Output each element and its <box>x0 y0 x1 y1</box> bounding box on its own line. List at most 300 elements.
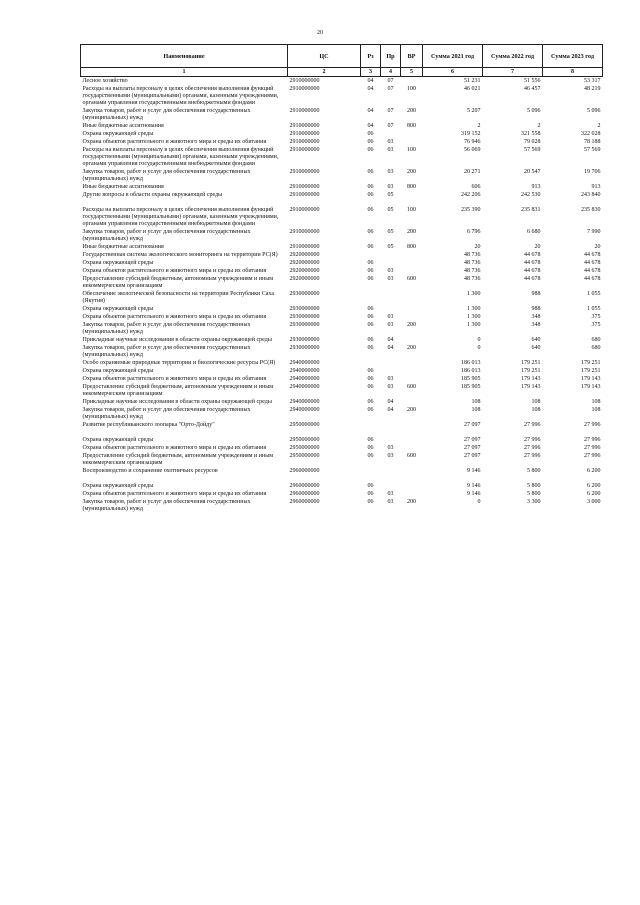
row-sum-2023: 6 200 <box>587 491 601 497</box>
row-sum-2021: 185 905 <box>461 376 481 382</box>
row-pr: 07 <box>387 86 394 92</box>
row-sum-2023: 7 990 <box>587 229 601 235</box>
row-vr <box>401 490 423 498</box>
row-sum-2022: 27 996 <box>524 445 541 451</box>
table-row <box>81 275 603 290</box>
row-pr: 03 <box>387 147 394 153</box>
row-vr: 600 <box>407 384 416 390</box>
header-sum-2023: Сумма 2023 год <box>543 45 603 68</box>
table-row <box>81 122 603 130</box>
row-sum-2023: 179 251 <box>581 360 601 366</box>
row-sum-2023: 108 <box>591 407 601 413</box>
header-vr: ВР <box>401 45 423 68</box>
row-sum-2021: 5 207 <box>467 108 481 114</box>
row-vr: 200 <box>407 108 416 114</box>
row-rz <box>361 467 381 482</box>
row-sum-2022: 3 300 <box>527 499 541 505</box>
row-rz: 06 <box>367 368 374 374</box>
row-pr: 03 <box>387 499 394 505</box>
row-sum-2023: 48 219 <box>584 86 601 92</box>
row-name: Охрана объектов растительного и животного мира и среды их обитания <box>82 268 267 274</box>
row-rz: 06 <box>367 244 374 250</box>
row-sum-2021: 48 736 <box>464 260 481 266</box>
table-row <box>81 383 603 398</box>
row-pr <box>381 130 401 138</box>
row-cs-code: 2920000000 <box>289 252 320 258</box>
row-sum-2023: 20 <box>594 244 601 250</box>
table-row <box>81 344 603 359</box>
row-sum-2022: 988 <box>531 291 541 297</box>
row-cs-code: 2960000000 <box>289 491 320 497</box>
row-vr <box>401 336 423 344</box>
row-sum-2023: 3 000 <box>587 499 601 505</box>
row-rz: 06 <box>367 437 374 443</box>
row-sum-2022: 79 028 <box>524 139 541 145</box>
col-number: 8 <box>543 68 603 77</box>
row-rz: 06 <box>367 184 374 190</box>
row-sum-2022: 179 251 <box>521 360 541 366</box>
row-vr <box>401 444 423 452</box>
row-sum-2022: 321 558 <box>521 131 541 137</box>
row-vr <box>401 305 423 313</box>
row-sum-2023: 235 830 <box>581 207 601 213</box>
row-sum-2021: 319 152 <box>461 131 481 137</box>
row-sum-2023: 913 <box>591 184 601 190</box>
row-sum-2023: 44 678 <box>584 276 601 282</box>
row-name: Прикладные научные исследования в области охраны окружающей среды <box>82 337 272 343</box>
row-sum-2022: 6 680 <box>527 229 541 235</box>
row-rz: 06 <box>367 345 374 351</box>
row-sum-2021: 56 069 <box>464 147 481 153</box>
row-vr <box>401 138 423 146</box>
table-row <box>81 321 603 336</box>
row-sum-2022: 640 <box>531 337 541 343</box>
row-name: Охрана окружающей среды <box>82 437 154 443</box>
table-row <box>81 259 603 267</box>
row-cs-code: 2910000000 <box>289 131 320 137</box>
row-sum-2023: 375 <box>591 314 601 320</box>
row-pr: 03 <box>387 169 394 175</box>
row-sum-2022: 179 143 <box>521 384 541 390</box>
col-number: 7 <box>483 68 543 77</box>
row-sum-2022: 348 <box>531 322 541 328</box>
row-pr: 07 <box>387 78 394 84</box>
row-sum-2023: 108 <box>591 399 601 405</box>
row-sum-2022: 27 996 <box>524 453 541 459</box>
row-sum-2021: 1 300 <box>467 306 481 312</box>
row-pr <box>381 367 401 375</box>
row-sum-2021: 51 231 <box>464 78 481 84</box>
row-pr <box>381 251 401 259</box>
row-rz: 04 <box>367 86 374 92</box>
row-sum-2021: 9 146 <box>467 491 481 497</box>
row-vr: 200 <box>407 229 416 235</box>
row-vr: 100 <box>407 207 416 213</box>
table-row <box>81 138 603 146</box>
row-sum-2023: 6 200 <box>587 468 601 474</box>
table-row <box>81 436 603 444</box>
row-sum-2021: 0 <box>477 499 481 505</box>
table-row <box>81 267 603 275</box>
row-rz: 06 <box>367 276 374 282</box>
row-sum-2023: 44 678 <box>584 268 601 274</box>
row-sum-2022: 5 800 <box>527 483 541 489</box>
row-vr <box>401 467 423 482</box>
row-name: Охрана окружающей среды <box>82 260 154 266</box>
row-pr: 05 <box>387 192 394 198</box>
table-row <box>81 375 603 383</box>
row-sum-2023: 57 569 <box>584 147 601 153</box>
table-row <box>81 77 603 86</box>
table-row <box>81 168 603 183</box>
row-sum-2023: 44 678 <box>584 252 601 258</box>
row-cs-code: 2910000000 <box>289 86 320 92</box>
row-name: Закупка товаров, работ и услуг для обеспечения государственных (муниципальных) нужд <box>82 345 251 358</box>
row-sum-2023: 179 251 <box>581 368 601 374</box>
row-pr <box>381 467 401 482</box>
row-rz: 06 <box>367 453 374 459</box>
table-row <box>81 336 603 344</box>
row-rz: 04 <box>367 78 374 84</box>
row-sum-2021: 1 300 <box>467 314 481 320</box>
table-row <box>81 490 603 498</box>
row-sum-2021: 27 097 <box>464 422 481 428</box>
row-pr: 07 <box>387 123 394 129</box>
row-cs-code: 2950000000 <box>289 422 320 428</box>
row-sum-2021: 20 <box>474 244 481 250</box>
row-name: Особо охраняемые природные территории и биологические ресурсы РС(Я) <box>82 360 276 366</box>
row-rz <box>361 290 381 305</box>
row-sum-2021: 27 097 <box>464 453 481 459</box>
row-cs-code: 2930000000 <box>289 345 320 351</box>
row-cs-code: 2910000000 <box>289 184 320 190</box>
row-vr <box>401 421 423 436</box>
row-name: Охрана окружающей среды <box>82 306 154 312</box>
row-sum-2021: 235 390 <box>461 207 481 213</box>
row-rz: 06 <box>367 306 374 312</box>
row-rz: 06 <box>367 337 374 343</box>
row-cs-code: 2950000000 <box>289 453 320 459</box>
row-name: Закупка товаров, работ и услуг для обеспечения государственных (муниципальных) нужд <box>82 108 251 121</box>
table-row <box>81 452 603 467</box>
row-cs-code: 2930000000 <box>289 337 320 343</box>
row-sum-2022: 913 <box>531 184 541 190</box>
row-name: Закупка товаров, работ и услуг для обеспечения государственных (муниципальных) нужд <box>82 229 251 242</box>
row-cs-code: 2910000000 <box>289 229 320 235</box>
row-cs-code: 2910000000 <box>289 108 320 114</box>
row-sum-2022: 348 <box>531 314 541 320</box>
row-cs-code: 2910000000 <box>289 78 320 84</box>
row-name: Государственная система экологического мониторинга на территории РС(Я) <box>82 252 278 258</box>
row-name: Лесное хозяйство <box>82 78 128 84</box>
col-number: 2 <box>288 68 361 77</box>
row-sum-2023: 179 143 <box>581 376 601 382</box>
table-row <box>81 467 603 482</box>
table-row <box>81 243 603 251</box>
header-cs: ЦС <box>288 45 361 68</box>
row-sum-2022: 242 530 <box>521 192 541 198</box>
row-cs-code: 2910000000 <box>289 123 320 129</box>
row-sum-2022: 44 678 <box>524 268 541 274</box>
row-sum-2021: 108 <box>471 399 481 405</box>
row-pr: 03 <box>387 276 394 282</box>
col-number: 6 <box>423 68 483 77</box>
row-name: Развитие республиканского зоопарка "Орто-Дойду" <box>82 422 215 428</box>
row-sum-2023: 19 706 <box>584 169 601 175</box>
row-sum-2023: 375 <box>591 322 601 328</box>
table-row <box>81 482 603 490</box>
row-pr: 03 <box>387 322 394 328</box>
row-name: Предоставление субсидий бюджетным, автономным учреждениям и иным некоммерческим организациям <box>82 453 274 466</box>
row-sum-2022: 27 996 <box>524 437 541 443</box>
row-rz: 06 <box>367 169 374 175</box>
row-vr: 200 <box>407 407 416 413</box>
row-sum-2022: 988 <box>531 306 541 312</box>
row-vr: 600 <box>407 276 416 282</box>
row-vr: 200 <box>407 499 416 505</box>
row-name: Предоставление субсидий бюджетным, автономным учреждениям и иным некоммерческим организациям <box>82 384 274 397</box>
row-cs-code: 2910000000 <box>289 147 320 153</box>
row-sum-2021: 606 <box>471 184 481 190</box>
row-rz: 06 <box>367 499 374 505</box>
row-rz: 04 <box>367 123 374 129</box>
row-vr <box>401 130 423 138</box>
row-rz <box>361 251 381 259</box>
table-row <box>81 290 603 305</box>
row-vr <box>401 191 423 206</box>
row-sum-2022: 46 457 <box>524 86 541 92</box>
row-sum-2022: 640 <box>531 345 541 351</box>
row-sum-2021: 185 905 <box>461 384 481 390</box>
row-vr <box>401 436 423 444</box>
row-vr <box>401 259 423 267</box>
row-cs-code: 2930000000 <box>289 322 320 328</box>
row-vr <box>401 482 423 490</box>
row-name: Охрана окружающей среды <box>82 368 154 374</box>
table-row <box>81 367 603 375</box>
row-vr <box>401 375 423 383</box>
row-pr: 03 <box>387 268 394 274</box>
row-pr <box>381 305 401 313</box>
row-cs-code: 2940000000 <box>289 407 320 413</box>
row-sum-2021: 1 300 <box>467 322 481 328</box>
col-number: 3 <box>361 68 381 77</box>
row-sum-2023: 27 996 <box>584 437 601 443</box>
row-cs-code: 2960000000 <box>289 499 320 505</box>
row-sum-2021: 9 146 <box>467 468 481 474</box>
col-number: 5 <box>401 68 423 77</box>
row-sum-2023: 44 678 <box>584 260 601 266</box>
budget-table <box>80 44 603 513</box>
row-vr: 800 <box>407 244 416 250</box>
row-sum-2023: 27 996 <box>584 445 601 451</box>
row-rz: 06 <box>367 192 374 198</box>
row-sum-2021: 0 <box>477 345 481 351</box>
row-vr: 600 <box>407 453 416 459</box>
row-pr: 03 <box>387 453 394 459</box>
row-rz: 06 <box>367 147 374 153</box>
table-header <box>81 45 603 77</box>
table-row <box>81 444 603 452</box>
row-cs-code: 2940000000 <box>289 360 320 366</box>
row-sum-2023: 680 <box>591 337 601 343</box>
row-sum-2021: 2 <box>477 123 481 129</box>
row-name: Охрана объектов растительного и животного мира и среды их обитания <box>82 139 267 145</box>
row-cs-code: 2920000000 <box>289 268 320 274</box>
row-name: Закупка товаров, работ и услуг для обеспечения государственных (муниципальных) нужд <box>82 169 251 182</box>
row-sum-2021: 186 013 <box>461 368 481 374</box>
row-vr <box>401 313 423 321</box>
row-pr: 05 <box>387 207 394 213</box>
row-cs-code: 2920000000 <box>289 260 320 266</box>
row-sum-2022: 20 547 <box>524 169 541 175</box>
row-sum-2022: 27 996 <box>524 422 541 428</box>
row-cs-code: 2940000000 <box>289 376 320 382</box>
row-rz: 06 <box>367 491 374 497</box>
row-name: Расходы на выплаты персоналу в целях обеспечения выполнения функций государственными (муниципальными) органами, казенными учреждениями, органами управления государственными внебюджетными фондами <box>82 147 279 167</box>
row-sum-2022: 5 096 <box>527 108 541 114</box>
row-rz <box>361 421 381 436</box>
row-pr <box>381 482 401 490</box>
row-cs-code: 2950000000 <box>289 437 320 443</box>
row-vr <box>401 77 423 86</box>
row-sum-2023: 1 055 <box>587 306 601 312</box>
row-rz: 06 <box>367 376 374 382</box>
row-cs-code: 2940000000 <box>289 384 320 390</box>
row-rz: 06 <box>367 322 374 328</box>
row-cs-code: 2940000000 <box>289 399 320 405</box>
row-pr: 05 <box>387 244 394 250</box>
row-vr <box>401 398 423 406</box>
row-pr: 03 <box>387 184 394 190</box>
row-sum-2021: 9 146 <box>467 483 481 489</box>
table-row <box>81 498 603 513</box>
row-rz: 06 <box>367 268 374 274</box>
row-cs-code: 2910000000 <box>289 207 320 213</box>
row-pr <box>381 359 401 367</box>
row-vr: 800 <box>407 184 416 190</box>
row-pr <box>381 436 401 444</box>
row-cs-code: 2960000000 <box>289 483 320 489</box>
row-pr <box>381 290 401 305</box>
row-pr: 04 <box>387 345 394 351</box>
column-numbers-row <box>81 68 603 77</box>
row-cs-code: 2960000000 <box>289 468 320 474</box>
row-sum-2022: 2 <box>537 123 541 129</box>
row-cs-code: 2910000000 <box>289 192 320 198</box>
row-name: Закупка товаров, работ и услуг для обеспечения государственных (муниципальных) нужд <box>82 499 251 512</box>
table-row <box>81 228 603 243</box>
row-vr <box>401 359 423 367</box>
row-vr: 200 <box>407 345 416 351</box>
header-rz: Рз <box>361 45 381 68</box>
row-name: Предоставление субсидий бюджетным, автономным учреждениям и иным некоммерческим организациям <box>82 276 274 289</box>
row-name: Расходы на выплаты персоналу в целях обеспечения выполнения функций государственными (муниципальными) органами, казенными учреждениями, органами управления государственными внебюджетными фондами <box>82 86 279 106</box>
row-sum-2022: 44 678 <box>524 276 541 282</box>
row-sum-2023: 53 317 <box>584 78 601 84</box>
table-row <box>81 146 603 168</box>
table-row <box>81 406 603 421</box>
row-name: Закупка товаров, работ и услуг для обеспечения государственных (муниципальных) нужд <box>82 322 251 335</box>
row-sum-2021: 186 013 <box>461 360 481 366</box>
header-sum-2021: Сумма 2021 год <box>423 45 483 68</box>
row-name: Обеспечение экологической безопасности на территории Республики Саха (Якутия) <box>82 291 274 304</box>
row-vr: 100 <box>407 86 416 92</box>
row-pr: 03 <box>387 491 394 497</box>
row-sum-2022: 108 <box>531 399 541 405</box>
row-sum-2022: 5 800 <box>527 468 541 474</box>
table-row <box>81 107 603 122</box>
row-name: Прикладные научные исследования в области охраны окружающей среды <box>82 399 272 405</box>
row-sum-2023: 1 055 <box>587 291 601 297</box>
row-pr: 07 <box>387 108 394 114</box>
row-pr <box>381 421 401 436</box>
row-vr: 200 <box>407 322 416 328</box>
row-sum-2022: 5 800 <box>527 491 541 497</box>
row-pr <box>381 259 401 267</box>
row-sum-2022: 44 678 <box>524 260 541 266</box>
row-sum-2022: 235 831 <box>521 207 541 213</box>
row-name: Охрана объектов растительного и животного мира и среды их обитания <box>82 491 267 497</box>
row-name: Охрана окружающей среды <box>82 483 154 489</box>
row-rz: 06 <box>367 207 374 213</box>
row-sum-2022: 57 569 <box>524 147 541 153</box>
row-pr: 04 <box>387 407 394 413</box>
row-name: Воспроизводство и сохранение охотничьих ресурсов <box>82 468 218 474</box>
row-name: Охрана объектов растительного и животного мира и среды их обитания <box>82 314 267 320</box>
row-name: Охрана объектов растительного и животного мира и среды их обитания <box>82 445 267 451</box>
row-sum-2022: 20 <box>534 244 541 250</box>
row-rz: 06 <box>367 131 374 137</box>
row-pr: 05 <box>387 229 394 235</box>
row-pr: 03 <box>387 384 394 390</box>
table-row <box>81 130 603 138</box>
row-name: Другие вопросы в области охраны окружающей среды <box>82 192 223 198</box>
row-name: Иные бюджетные ассигнования <box>82 244 164 250</box>
row-sum-2023: 6 200 <box>587 483 601 489</box>
row-rz: 06 <box>367 260 374 266</box>
row-rz: 06 <box>367 314 374 320</box>
row-sum-2023: 2 <box>597 123 601 129</box>
row-sum-2023: 5 096 <box>587 108 601 114</box>
table-row <box>81 305 603 313</box>
row-cs-code: 2920000000 <box>289 276 320 282</box>
row-rz: 06 <box>367 399 374 405</box>
row-name: Охрана окружающей среды <box>82 131 154 137</box>
row-sum-2021: 27 097 <box>464 445 481 451</box>
row-sum-2022: 179 251 <box>521 368 541 374</box>
row-sum-2021: 48 736 <box>464 276 481 282</box>
row-sum-2021: 46 021 <box>464 86 481 92</box>
row-cs-code: 2940000000 <box>289 368 320 374</box>
row-sum-2021: 6 796 <box>467 229 481 235</box>
row-vr <box>401 367 423 375</box>
row-sum-2023: 243 840 <box>581 192 601 198</box>
row-sum-2021: 48 736 <box>464 268 481 274</box>
row-rz: 06 <box>367 407 374 413</box>
row-rz: 06 <box>367 229 374 235</box>
row-pr: 04 <box>387 337 394 343</box>
row-sum-2023: 680 <box>591 345 601 351</box>
row-name: Расходы на выплаты персоналу в целях обеспечения выполнения функций государственными (муниципальными) органами, казенными учреждениями, органами управления государственными внебюджетными фондами <box>82 207 279 227</box>
table-row <box>81 251 603 259</box>
row-sum-2021: 48 736 <box>464 252 481 258</box>
row-sum-2023: 78 188 <box>584 139 601 145</box>
row-sum-2023: 322 028 <box>581 131 601 137</box>
row-pr: 04 <box>387 399 394 405</box>
row-cs-code: 2910000000 <box>289 169 320 175</box>
header-name: Наименование <box>81 45 288 68</box>
